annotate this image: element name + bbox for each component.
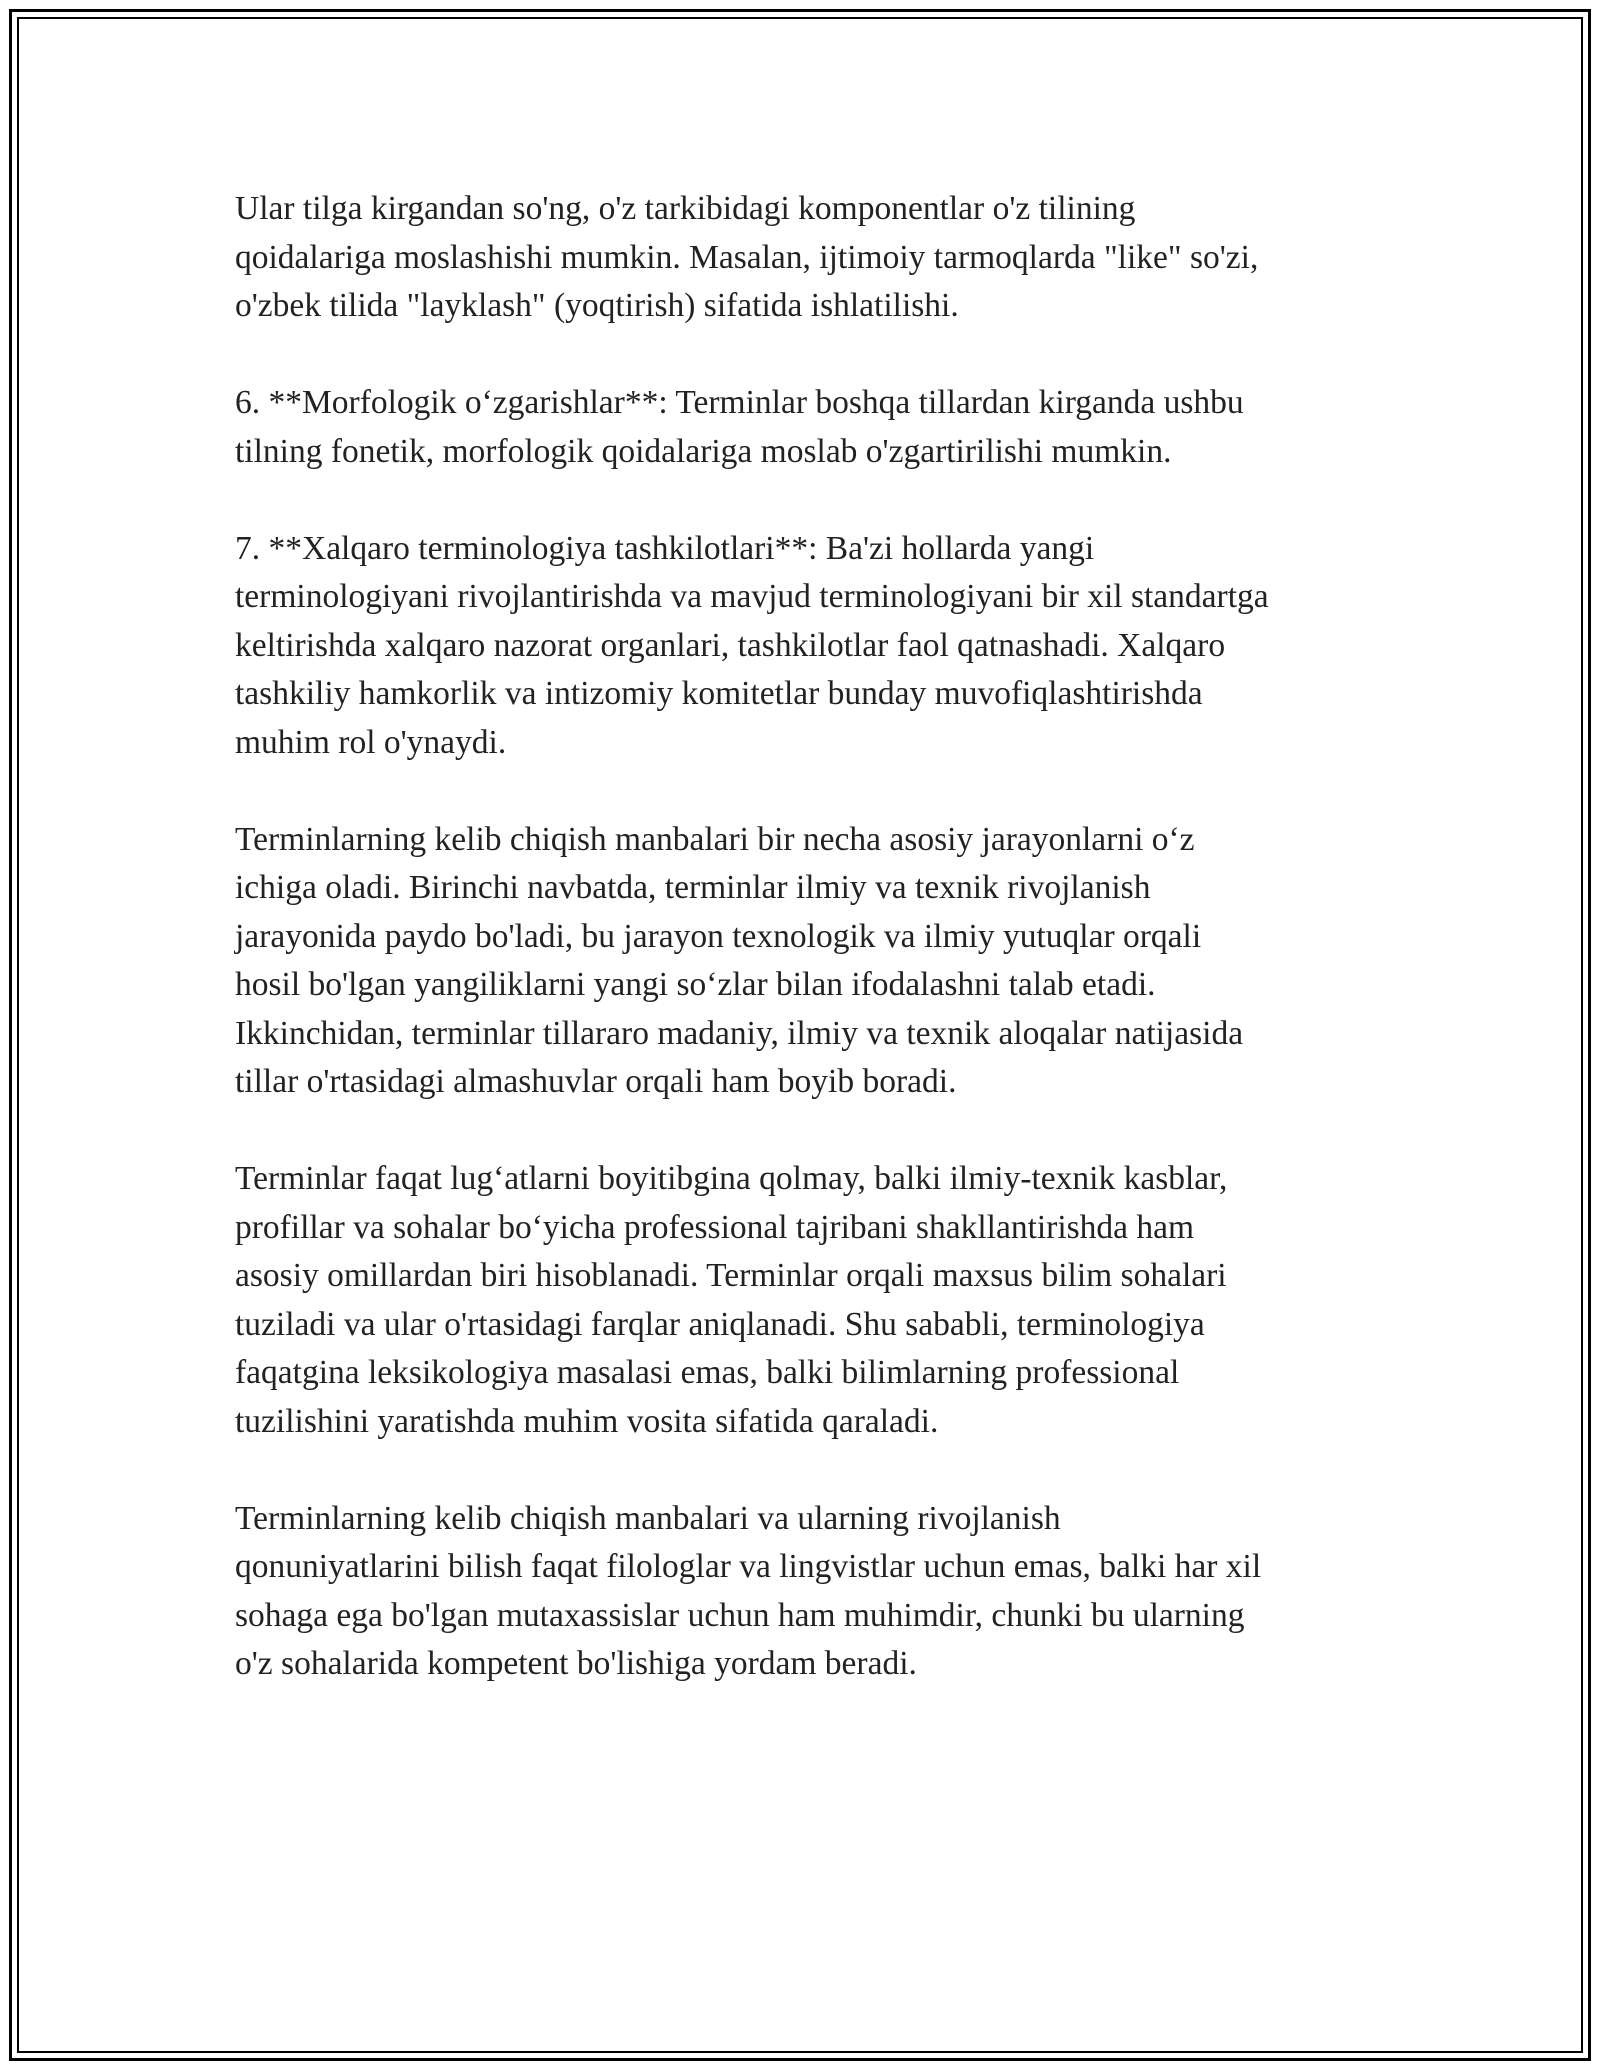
paragraph-like-example: Ular tilga kirgandan so'ng, o'z tarkibidagi komponentlar o'z tilining qoidalariga moslashishi mumkin. Masalan, ijtimoiy tarmoqlarda "like" so'zi, o'zbek tilida "layklash" (yoqtirish) sifatida ishlatilishi.	[235, 190, 1259, 324]
paragraph-international-organizations: 7. **Xalqaro terminologiya tashkilotlari**: Ba'zi hollarda yangi terminologiyani rivojlantirishda va mavjud terminologiyani bir xil standartga keltirishda xalqaro nazorat organlari, tashkilotlar faol qatnashadi. Xalqaro tashkiliy hamkorlik va intizomiy komitetlar bunday muvofiqlashtirishda muhim rol o'ynaydi.	[235, 529, 1269, 761]
paragraph-conclusion: Terminlarning kelib chiqish manbalari va ularning rivojlanish qonuniyatlarini bilish faqat filologlar va lingvistlar uchun emas, balki har xil sohaga ega bo'lgan mutaxassislar uchun ham muhimdir, chunki bu ularning o'z sohalarida kompetent bo'lishiga yordam beradi.	[235, 1499, 1262, 1682]
paragraph-professional-experience: Terminlar faqat lug‘atlarni boyitibgina qolmay, balki ilmiy-texnik kasblar, profillar va sohalar bo‘yicha professional tajribani shakllantirishda ham asosiy omillardan biri hisoblanadi. Terminlar orqali maxsus bilim sohalari tuziladi va ular o'rtasidagi farqlar aniqlanadi. Shu sababli, terminologiya faqatgina leksikologiya masalasi emas, balki bilimlarning professional tuzilishini yaratishda muhim vosita sifatida qaraladi.	[235, 1160, 1228, 1440]
paragraph-morphological-changes: 6. **Morfologik o‘zgarishlar**: Terminlar boshqa tillardan kirganda ushbu tilning fonetik, morfologik qoidalariga moslab o'zgartirilishi mumkin.	[235, 384, 1244, 470]
paragraph-term-sources: Terminlarning kelib chiqish manbalari bir necha asosiy jarayonlarni o‘z ichiga oladi. Birinchi navbatda, terminlar ilmiy va texnik rivojlanish jarayonida paydo bo'ladi, bu jarayon texnologik va ilmiy yutuqlar orqali hosil bo'lgan yangiliklarni yangi so‘zlar bilan ifodalashni talab etadi. Ikkinchidan, terminlar tillararo madaniy, ilmiy va texnik aloqalar natijasida tillar o'rtasidagi almashuvlar orqali ham boyib boradi.	[235, 820, 1244, 1100]
document-body	[235, 185, 1375, 1689]
